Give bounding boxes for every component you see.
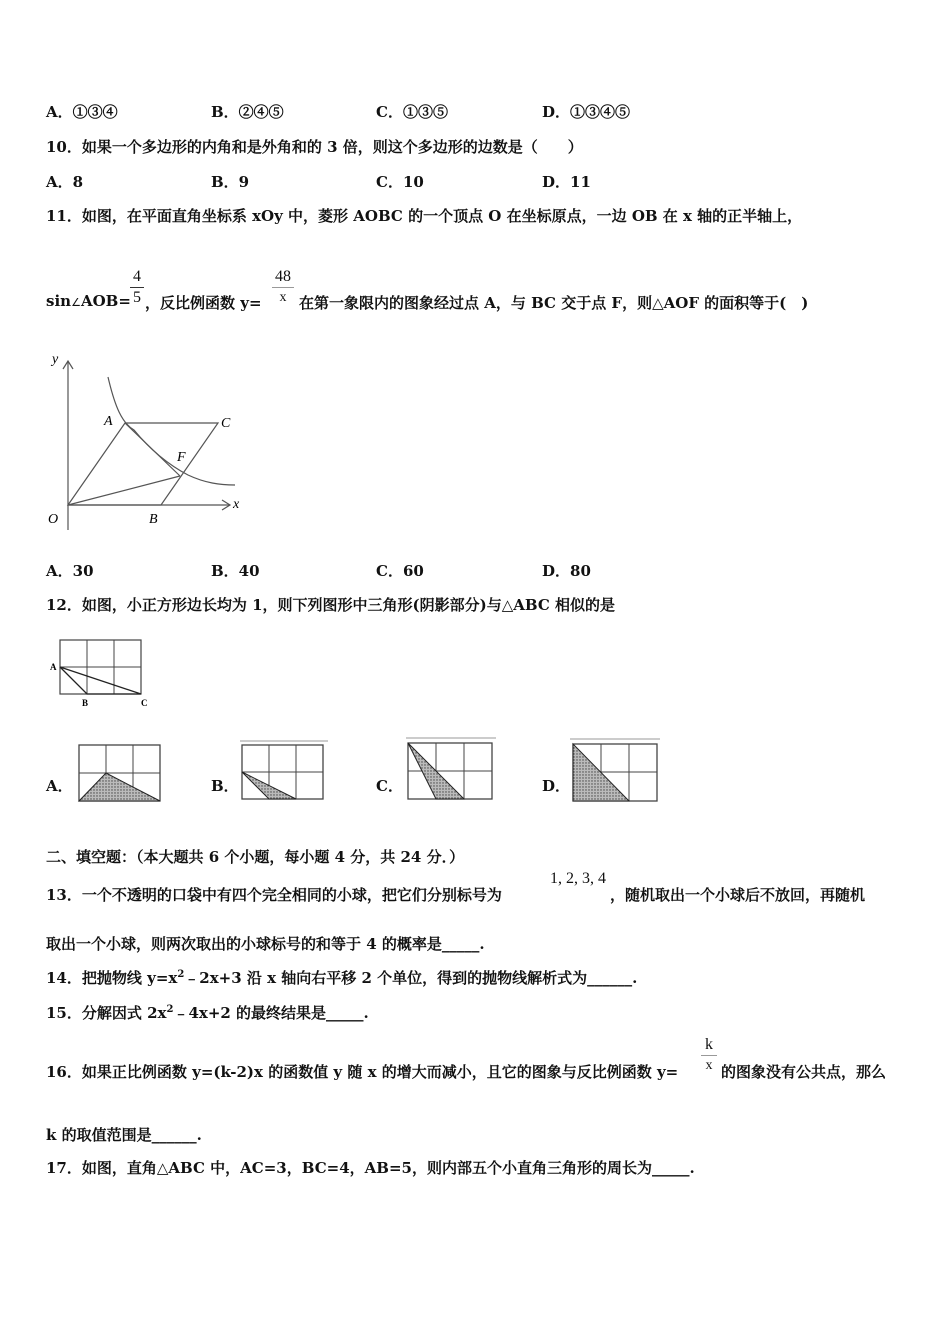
q11-frac2-num: 48 (275, 268, 291, 285)
q11-fraction-48x (272, 268, 294, 307)
q15-part2: ﹣4x+2 的最终结果是_____. (173, 1004, 369, 1022)
fraction-bar (272, 287, 294, 288)
q11-mid-text: ，反比例函数 y= (145, 294, 262, 312)
q13-line1 (46, 884, 502, 905)
q16-frac-num: k (705, 1036, 713, 1053)
label-c: C (141, 698, 148, 708)
q11-tail-text: 在第一象限内的图象经过点 A，与 BC 交于点 F，则△AOF 的面积等于( ) (299, 294, 809, 312)
q11-option-b: B．40 (211, 562, 260, 580)
q13-part2: ，随机取出一个小球后不放回，再随机 (610, 886, 866, 904)
segment-af (125, 423, 180, 476)
q12-stem: 12．如图，小正方形边长均为 1，则下列图形中三角形(阴影部分)与△ABC 相似的是 (46, 596, 616, 614)
q10-stem: 10．如果一个多边形的内角和是外角和的 3 倍，则这个多边形的边数是（ ） (46, 138, 583, 156)
q11-option-c: C．60 (376, 562, 424, 580)
q11-aob: AOB= (80, 292, 131, 310)
q12-option-a-label: A． (46, 777, 73, 795)
label-y: y (52, 352, 59, 367)
q14-superscript: 2 (177, 969, 185, 980)
label-c: C (221, 416, 231, 431)
rhombus-aobc (68, 423, 218, 505)
q11-fraction-sin (130, 268, 144, 307)
q10-option-a: A．8 (46, 173, 84, 191)
q11-rhombus-figure (30, 345, 260, 540)
q11-frac1-num: 4 (133, 268, 141, 285)
fraction-bar (701, 1055, 717, 1056)
q15-superscript: 2 (166, 1004, 174, 1015)
q17-stem: 17．如图，直角△ABC 中，AC=3，BC=4，AB=5，则内部五个小直角三角形的周长为_____. (46, 1159, 695, 1177)
q10-option-c: C．10 (376, 173, 424, 191)
q12-option-c-label: C． (376, 777, 403, 795)
angle-icon: ∠ (71, 297, 81, 309)
q10-option-b: B．9 (211, 173, 250, 191)
q9-option-b: B．②④⑤ (211, 103, 284, 121)
q14-part2: ﹣2x+3 沿 x 轴向右平移 2 个单位，得到的抛物线解析式为______. (184, 969, 638, 987)
q16-line2: k 的取值范围是______. (46, 1126, 202, 1144)
shaded-triangle (79, 773, 160, 801)
q14-stem (46, 967, 637, 988)
q9-option-d: D．①③④⑤ (542, 103, 631, 121)
section-2-heading: 二、填空题：（本大题共 6 个小题，每小题 4 分，共 24 分．） (46, 848, 465, 866)
triangle-abc (60, 667, 141, 694)
q13-numbers: 1, 2, 3, 4 (550, 870, 606, 887)
label-f: F (177, 450, 186, 465)
label-b: B (82, 698, 89, 708)
q10-option-d: D．11 (542, 173, 591, 191)
label-x: x (233, 497, 240, 512)
q9-option-c: C．①③⑤ (376, 103, 448, 121)
q11-option-d: D．80 (542, 562, 591, 580)
q16-part2: 的图象没有公共点，那么 (721, 1063, 887, 1081)
q13-line2: 取出一个小球，则两次取出的小球标号的和等于 4 的概率是_____. (46, 935, 485, 953)
label-o: O (48, 512, 59, 527)
q11-frac1-den: 5 (133, 289, 141, 306)
q16-part1: 16．如果正比例函数 y=(k-2)x 的函数值 y 随 x 的增大而减小，且它的图象与反比例函数 y= (46, 1063, 679, 1081)
q11-frac2-den: x (279, 290, 287, 305)
label-a: A (50, 662, 57, 672)
fraction-bar (130, 287, 144, 288)
q16-frac-den: x (705, 1058, 713, 1073)
q13-part1: 13．一个不透明的口袋中有四个完全相同的小球，把它们分别标号为 (46, 886, 502, 904)
q15-part1: 15．分解因式 2x (46, 1004, 167, 1022)
q11-option-a: A．30 (46, 562, 94, 580)
q11-sin-prefix: sin (46, 292, 72, 310)
q12-option-d-label: D． (542, 777, 571, 795)
q14-part1: 14．把抛物线 y=x (46, 969, 178, 987)
q12-reference-grid (46, 638, 156, 710)
q9-option-a: A．①③④ (46, 103, 118, 121)
q12-option-d-grid (570, 738, 662, 804)
q11-sin-text (46, 292, 131, 310)
q16-fraction-kx (701, 1036, 717, 1075)
label-a: A (104, 414, 113, 429)
q12-option-b-label: B． (211, 777, 239, 795)
label-b: B (149, 512, 158, 527)
q12-option-b-grid (240, 740, 330, 802)
q11-stem-line1: 11．如图，在平面直角坐标系 xOy 中，菱形 AOBC 的一个顶点 O 在坐标原点，一边 OB 在 x 轴的正半轴上， (46, 207, 803, 225)
hyperbola-curve (108, 377, 235, 485)
q15-stem (46, 1002, 369, 1023)
q12-option-a-grid (78, 744, 163, 804)
q12-option-c-grid (406, 737, 498, 801)
